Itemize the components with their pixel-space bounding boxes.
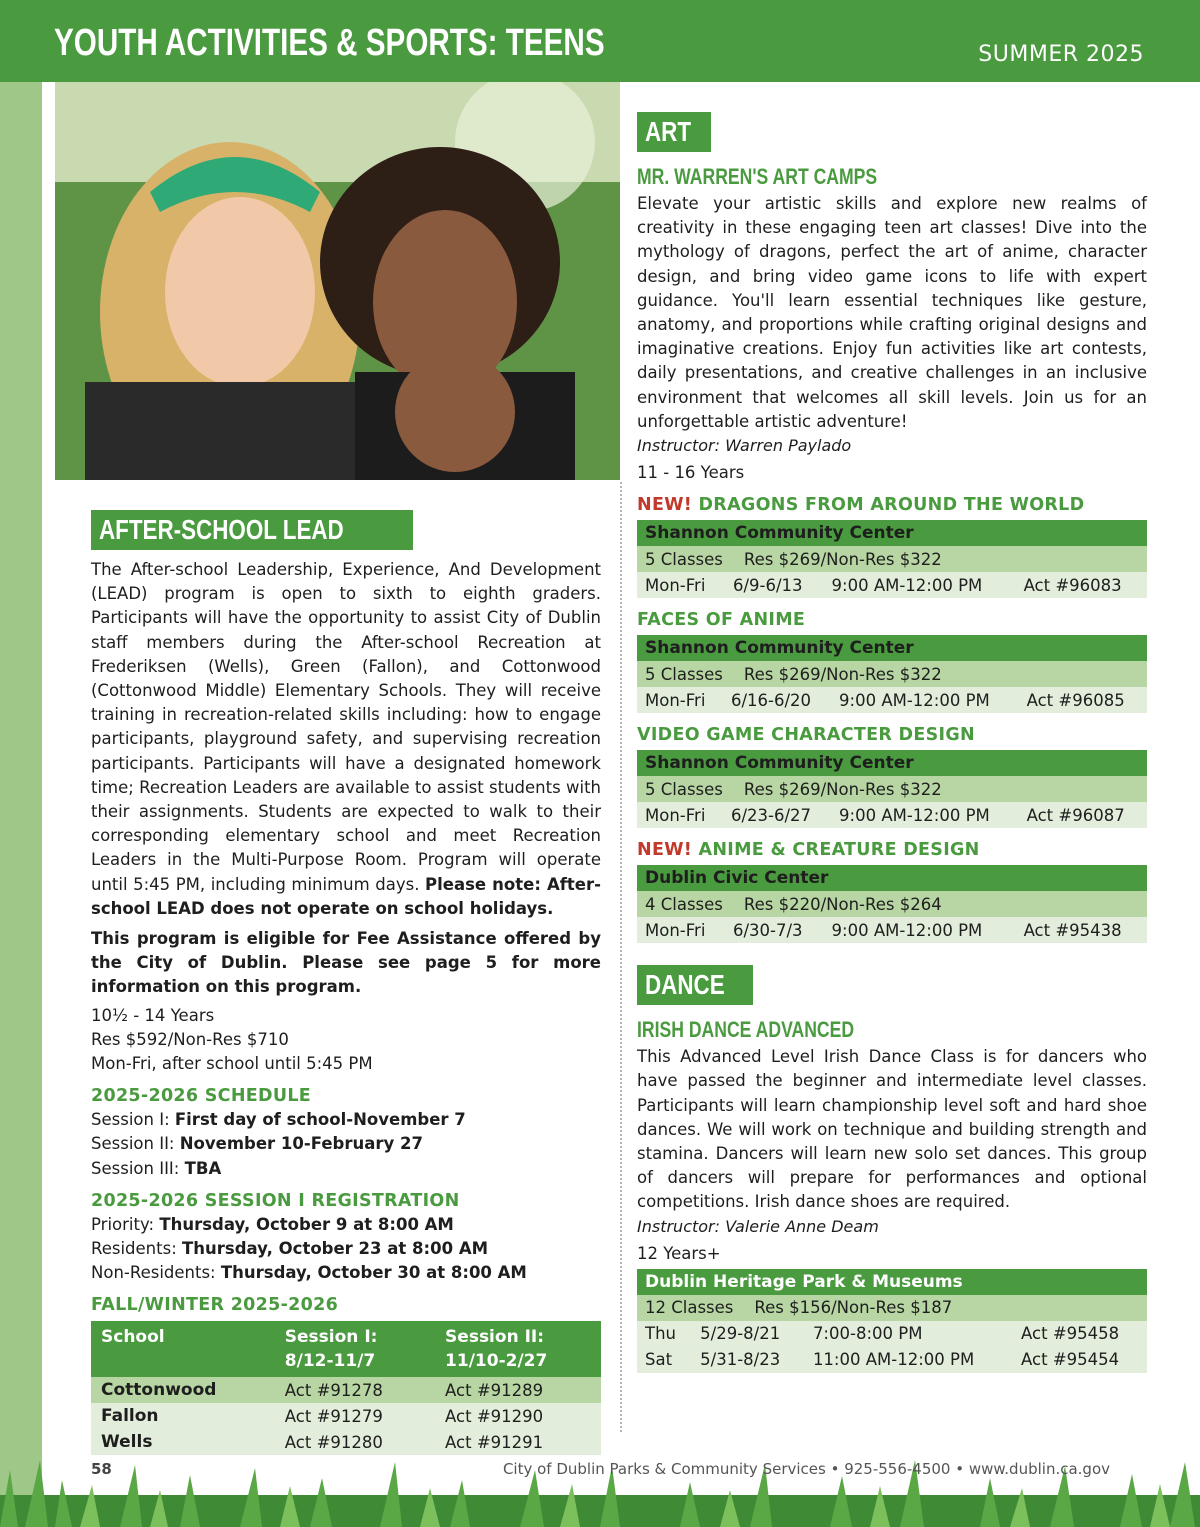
schedule-heading: 2025-2026 SCHEDULE (91, 1086, 312, 1107)
class-title: NEW! DRAGONS FROM AROUND THE WORLD (637, 495, 1085, 516)
page-header (0, 0, 1200, 82)
dance-tag: DANCE (637, 965, 753, 1005)
table-row: Wells Act #91280 Act #91291 (91, 1429, 601, 1455)
lead-fee-assistance: This program is eligible for Fee Assistance offered by the City of Dublin. Please see page 5 for more information on this program. (91, 929, 601, 997)
registration-item: Non-Residents: Thursday, October 30 at 8:00 AM (91, 1263, 527, 1283)
location-row: Shannon Community Center (637, 750, 1147, 776)
table-row: 5 Classes Res $269/Non-Res $322 (637, 661, 1147, 687)
table-row: 12 Classes Res $156/Non-Res $187 (637, 1295, 1147, 1321)
page-number: 58 (91, 1460, 112, 1478)
school-table-header (91, 1321, 601, 1377)
schedule-item: Session I: First day of school-November 7 (91, 1110, 466, 1130)
art-dance-section (637, 112, 1147, 1373)
table-row: Mon-Fri 6/16-6/20 9:00 AM-12:00 PM Act #96085 (637, 687, 1147, 713)
art-class-list (637, 493, 1147, 943)
lead-description: The After-school Leadership, Experience, And Development (LEAD) program is open to sixth to eighth graders. Participants will have the opportunity to assist City of Dublin staff members during the After-school Recreation at Frederiksen (Wells), Green (Fallon), and Cottonwood (Cottonwood Middle) Elementary Schools. They will receive training in recreation-related skills including: how to engage participants, playground safety, and supervising recreation participants. Participants will have a designated homework time; Recreation Leaders are available to assist students with their assignments. Students are expected to walk to their corresponding elementary school and meet Recreation Leaders in the Multi-Purpose Room. Program will operate until 5:45 PM, including minimum days. Please note: After-school LEAD does not operate on school holidays. (91, 560, 601, 918)
table-row: Cottonwood Act #91278 Act #91289 (91, 1377, 601, 1403)
grass-decoration (0, 1440, 1200, 1527)
left-decorative-band (0, 82, 42, 1527)
dance-instructor: Instructor: Valerie Anne Deam (637, 1216, 879, 1236)
lead-ages: 10½ - 14 Years (91, 1005, 215, 1025)
school-table (91, 1321, 601, 1455)
session1-col-header: Session I: 8/12-11/7 (275, 1321, 435, 1377)
class-table (637, 750, 1147, 828)
class-title: FACES OF ANIME (637, 610, 806, 631)
class-table (637, 865, 1147, 943)
art-description: Elevate your artistic skills and explore new realms of creativity in these engaging teen art classes! Dive into the mythology of dragons, perfect the art of anime, character design, and bring video game icons to life with expert guidance. You'll learn essential techniques like gesture, anatomy, and proportions while crafting original designs and imaginative creations. Enjoy fun activities like art contests, daily presentations, and creative challenges in an inclusive environment that welcomes all skill levels. Join us for an unforgettable artistic adventure! (637, 194, 1147, 431)
teens-photo (55, 82, 620, 480)
dance-subhead: IRISH DANCE ADVANCED (637, 1017, 855, 1043)
season-label: SUMMER 2025 (978, 42, 1144, 67)
dance-table (637, 1269, 1147, 1373)
footer-contact: City of Dublin Parks & Community Services • 925-556-4500 • www.dublin.ca.gov (502, 1460, 1110, 1478)
location-row: Dublin Civic Center (637, 865, 1147, 891)
registration-list (91, 1213, 601, 1286)
table-row: Fallon Act #91279 Act #91290 (91, 1403, 601, 1429)
lead-days: Mon-Fri, after school until 5:45 PM (91, 1054, 373, 1074)
lead-fees: Res $592/Non-Res $710 (91, 1029, 289, 1049)
class-title: VIDEO GAME CHARACTER DESIGN (637, 725, 975, 746)
location-row: Dublin Heritage Park & Museums (637, 1269, 1147, 1295)
art-subhead: MR. WARREN'S ART CAMPS (637, 164, 878, 189)
class-title: NEW! ANIME & CREATURE DESIGN (637, 840, 980, 861)
table-row: 4 Classes Res $220/Non-Res $264 (637, 891, 1147, 917)
dance-description: This Advanced Level Irish Dance Class is for dancers who have passed the beginner and intermediate level classes. Participants will learn championship level soft and hard shoe dances. We will work on technique and building strength and stamina. Dancers will learn new solo set dances. This group of dancers will prepare for performances and optional competitions. Irish dance shoes are required. (637, 1047, 1147, 1212)
table-row: Mon-Fri 6/9-6/13 9:00 AM-12:00 PM Act #96083 (637, 572, 1147, 598)
column-divider (620, 482, 622, 1432)
location-row: Shannon Community Center (637, 520, 1147, 546)
art-ages: 11 - 16 Years (637, 463, 745, 483)
table-row: Mon-Fri 6/23-6/27 9:00 AM-12:00 PM Act #96087 (637, 802, 1147, 828)
page-title: YOUTH ACTIVITIES & SPORTS: TEENS (54, 22, 605, 64)
table-row: 5 Classes Res $269/Non-Res $322 (637, 776, 1147, 802)
art-instructor: Instructor: Warren Paylado (637, 436, 852, 456)
registration-item: Priority: Thursday, October 9 at 8:00 AM (91, 1214, 454, 1234)
school-col-header: School (91, 1321, 275, 1377)
lead-tag: AFTER-SCHOOL LEAD (91, 510, 413, 550)
dance-ages: 12 Years+ (637, 1243, 721, 1263)
schedule-item: Session II: November 10-February 27 (91, 1134, 423, 1154)
table-row: Mon-Fri 6/30-7/3 9:00 AM-12:00 PM Act #95438 (637, 917, 1147, 943)
lead-section (91, 510, 601, 1455)
schedule-list (91, 1108, 601, 1181)
class-table (637, 635, 1147, 713)
art-tag: ART (637, 112, 711, 152)
table-row: Thu 5/29-8/21 7:00-8:00 PM Act #95458 (637, 1321, 1147, 1347)
class-table (637, 520, 1147, 598)
session2-col-header: Session II: 11/10-2/27 (435, 1321, 601, 1377)
schedule-item: Session III: TBA (91, 1158, 222, 1178)
table-row: Sat 5/31-8/23 11:00 AM-12:00 PM Act #95454 (637, 1347, 1147, 1373)
fall-winter-heading: FALL/WINTER 2025-2026 (91, 1295, 339, 1316)
table-row: 5 Classes Res $269/Non-Res $322 (637, 546, 1147, 572)
teens-photo-illustration (55, 82, 620, 480)
location-row: Shannon Community Center (637, 635, 1147, 661)
registration-heading: 2025-2026 SESSION I REGISTRATION (91, 1190, 460, 1211)
registration-item: Residents: Thursday, October 23 at 8:00 AM (91, 1239, 489, 1259)
